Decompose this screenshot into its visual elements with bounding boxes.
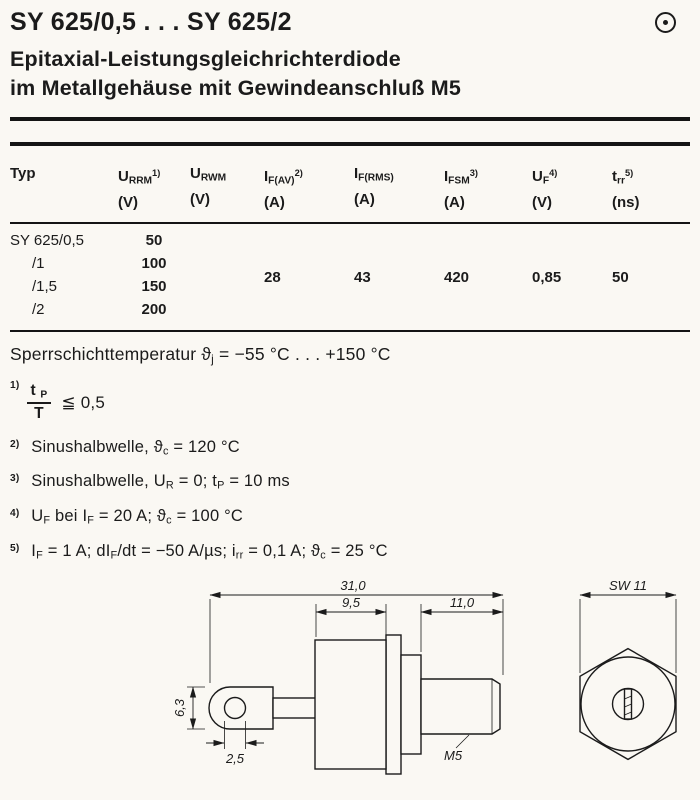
ifrms-value: 43 (354, 269, 371, 287)
col-unit: (A) (354, 190, 375, 208)
ratings-table-header (10, 164, 690, 222)
col-symbol: $U_F^{4)}$ (532, 168, 558, 187)
col-symbol: $t_{rr}^{5)}$ (612, 168, 634, 187)
footnote-text: Sinushalbwelle, $U_R = 0$; $t_P = 10$ ms (31, 472, 290, 493)
fraction-numerator: t $_P$ (27, 382, 52, 404)
col-unit: (V) (532, 193, 552, 211)
footnote-2 (10, 438, 690, 458)
side-view (172, 578, 503, 774)
col-header-urrm (118, 164, 190, 212)
leader-line (456, 735, 469, 748)
col-symbol: $I_{F(AV)}^{2)}$ (264, 168, 303, 187)
col-symbol: $U_{RRM}^{1)}$ (118, 168, 161, 187)
type-cell: SY 625/0,5 (10, 231, 84, 249)
footnote-marker: 1) (10, 379, 20, 391)
col-unit: (V) (118, 193, 138, 211)
flange (386, 635, 401, 774)
col-unit: (ns) (612, 193, 640, 211)
subtitle-line-2: im Metallgehäuse mit Gewindeanschluß M5 (10, 76, 462, 100)
footnote-marker: 2) (10, 438, 20, 450)
header (10, 6, 690, 45)
threaded-stud (421, 679, 500, 734)
urrm-value: 150 (141, 277, 167, 295)
footnote-marker: 4) (10, 507, 20, 519)
type-cell: /1 (32, 254, 45, 272)
package-drawing (10, 577, 690, 800)
urrm-value: 50 (145, 231, 163, 249)
page-title: SY 625/0,5 . . . SY 625/2 (10, 8, 292, 36)
col-header-ifrms (354, 164, 444, 212)
trr-value: 50 (612, 269, 629, 287)
footnote-text: $I_F = 1$ A; $dI_F/dt = -50$ A/µs; $i_{rr} = 0,1$ A; $ϑ_c = 25$ °C (31, 541, 388, 562)
dim-label-thread: 11,0 (449, 594, 475, 610)
col-header-trr (612, 164, 690, 212)
footnote-text: ≦ 0,5 (61, 392, 106, 412)
ratings-table-body (10, 224, 690, 330)
footnote-5 (10, 542, 690, 562)
dim-label-hole: 2,5 (225, 750, 245, 766)
col-symbol: $I_{FSM}^{3)}$ (444, 168, 478, 187)
uf-value: 0,85 (532, 269, 562, 287)
rule-thick-bottom (10, 142, 690, 146)
col-unit: (A) (264, 193, 285, 211)
thread-size-label: M5 (444, 747, 463, 763)
hex-end-view (580, 578, 676, 759)
body-cylinder (315, 640, 386, 769)
footnote-marker: 5) (10, 542, 20, 554)
table-bottom-rule (10, 330, 690, 332)
col-symbol: $U_{RWM}$ (190, 165, 227, 184)
footnote-1 (10, 380, 690, 426)
subtitle-line-1: Epitaxial-Leistungsgleichrichterdiode (10, 47, 401, 71)
tab-hole (225, 697, 246, 718)
ifsm-value: 420 (444, 269, 470, 287)
step-cylinder (401, 655, 421, 754)
rule-thick-top (10, 117, 690, 121)
subtitle (10, 45, 690, 103)
package-drawing-svg (10, 577, 690, 795)
col-header-ifav (264, 164, 354, 212)
footnote-4 (10, 507, 690, 527)
dim-label-tab-height: 6,3 (172, 698, 187, 717)
col-header-ifsm (444, 164, 532, 212)
dim-label-body: 9,5 (341, 594, 361, 610)
tp-over-t-fraction (27, 382, 52, 423)
ifav-value: 28 (264, 269, 281, 287)
dim-label-total: 31,0 (340, 577, 366, 593)
footnote-marker: 3) (10, 473, 20, 485)
dim-label-hex: SW 11 (608, 577, 648, 593)
col-unit: (A) (444, 193, 465, 211)
footnote-3 (10, 472, 690, 492)
fraction-denominator: T (34, 404, 44, 422)
lead (273, 698, 316, 718)
urrm-value: 200 (141, 300, 167, 318)
footnote-text: Sinushalbwelle, $ϑ_c = 120$ °C (31, 437, 240, 458)
type-cell: /1,5 (32, 277, 58, 295)
col-symbol: $I_{F(RMS)}$ (354, 165, 394, 184)
col-symbol: Typ (10, 165, 36, 182)
col-unit: (V) (190, 190, 210, 208)
col-header-typ (10, 164, 118, 212)
logo-dot (663, 20, 668, 25)
footnote-text: $U_F$ bei $I_F = 20$ A; $ϑ_c = 100$ °C (31, 507, 244, 527)
col-header-urwm (190, 164, 264, 212)
brand-logo-icon (655, 12, 676, 33)
junction-temperature-line: Sperrschichttemperatur $ϑ_j = -55$ °C . . . +150 °C (10, 343, 391, 366)
urrm-value: 100 (141, 254, 167, 272)
type-cell: /2 (32, 300, 45, 318)
col-header-uf (532, 164, 612, 212)
